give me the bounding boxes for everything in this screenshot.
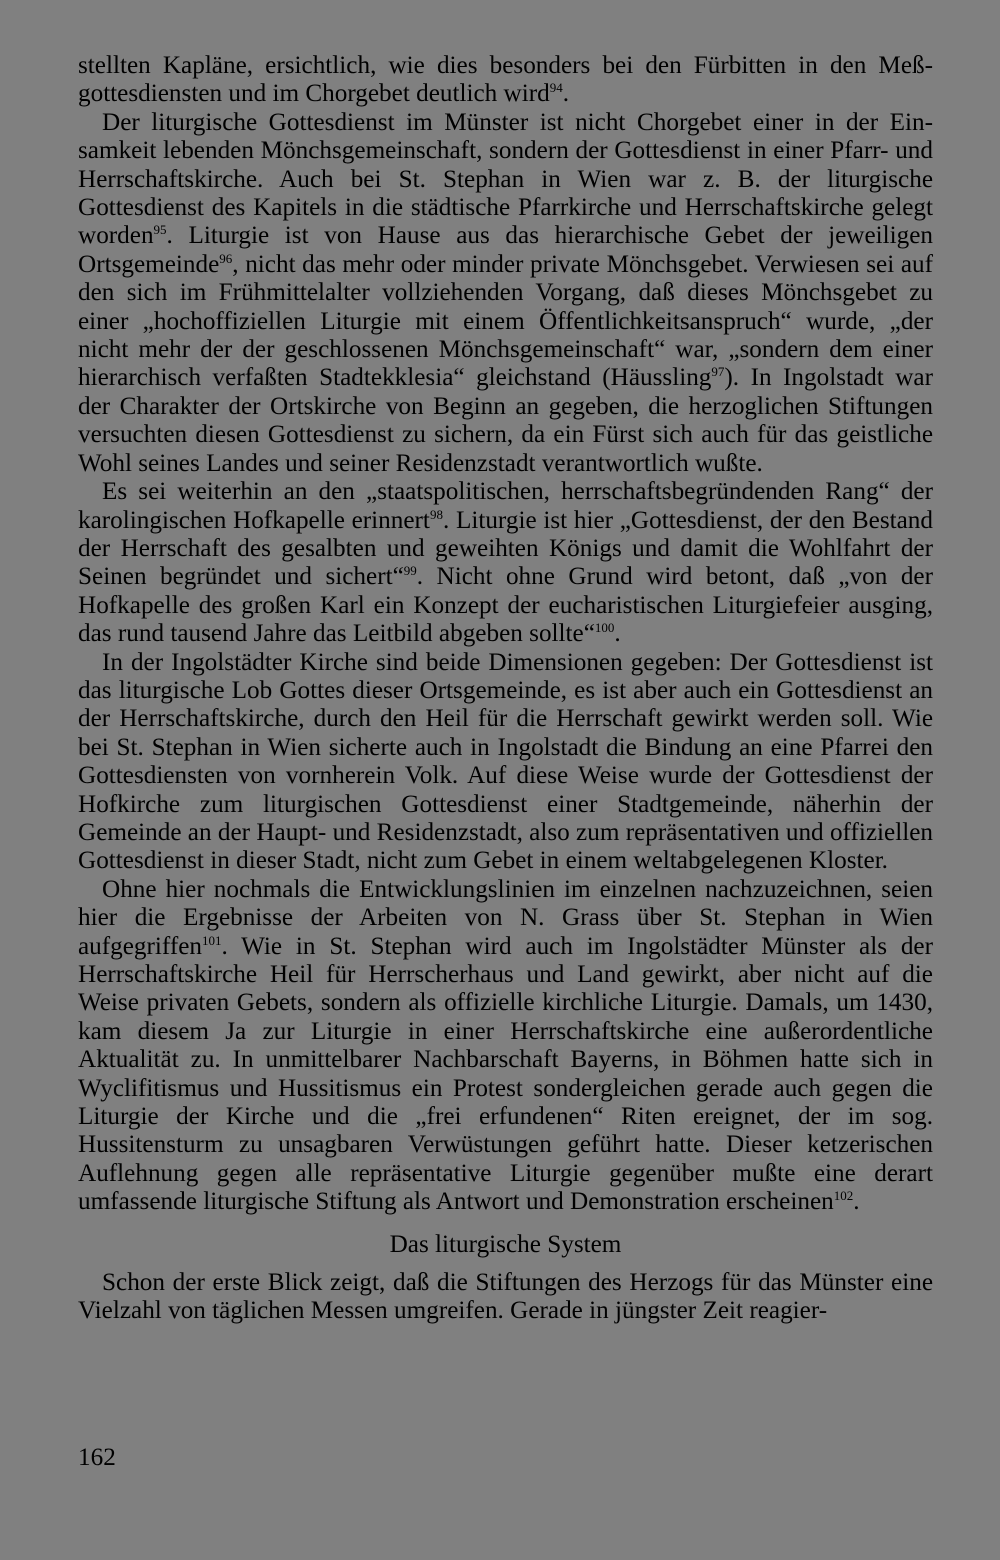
footnote-reference: 94 [549,80,563,96]
text-run: Der liturgische Gottesdienst im Münster ist nicht Chorgebet einer in der Einsamkeit lebenden Mönchsgemeinschaft, sondern der Gottesdienst in einer Pfarr- und Herrschaftskirche. Auch bei St. Stephan in Wien war z. B. der liturgische Gottesdienst des Kapitels in die städtische Pfarrkirche und Herrschaftskirche gelegt worden [78,108,933,250]
text-run: Ohne hier nochmals die Entwicklungslinien im einzelnen nachzuzeichnen, seien hier die Ergebnisse der Arbeiten von N. Grass über St. Stephan in Wien aufgegriffen [78,875,933,960]
text-run: . [614,620,621,648]
document-page [78,52,933,1326]
text-run: ). In Ingolstadt war der Charakter der Ortskirche von Beginn an gegeben, die herzoglichen Stiftungen versuchten diesen Gottesdienst zu sichern, da ein Fürst sich auch für das geistliche Wohl seines Landes und seiner Residenzstadt verantwortlich wußte. [78,364,933,477]
body-text [78,52,933,1217]
footnote-reference: 96 [219,250,233,266]
paragraph [78,649,933,876]
paragraph [78,1269,933,1326]
text-run: . Liturgie ist hier „Gottesdienst, der den Bestand der Herrschaft des gesalbten und geweihten Königs und damit die Wohlfahrt der Seinen begründet und sichert“ [78,506,933,591]
paragraph [78,52,933,109]
section-heading: Das liturgische System [389,1230,622,1258]
text-run: In der Ingolstädter Kirche sind beide Dimensionen gegeben: Der Gottesdienst ist das liturgische Lob Gottes dieser Ortsgemeinde, es ist aber auch ein Gottesdienst an der Herrschaftskirche, durch den Heil für die Herrschaft gewirkt werden soll. Wie bei St. Stephan in Wien sicherte auch in Ingolstadt die Bindung an eine Pfarrei den Gottesdiensten von vornherein Volk. Auf diese Weise wurde der Gottesdienst der Hofkirche zum liturgischen Gottesdienst einer Stadtgemeinde, näherhin der Gemeinde an der Haupt- und Residenzstadt, also zum repräsentativen und offiziellen Gottesdienst in dieser Stadt, nicht zum Gebet in einem weltabgelegenen Kloster. [78,648,933,875]
text-run: Es sei weiterhin an den „staatspolitischen, herrschaftsbegründenden Rang“ der karolingischen Hofkapelle erinnert [78,478,933,534]
text-run: Schon der erste Blick zeigt, daß die Stiftungen des Herzogs für das Münster eine Vielzahl von täglichen Messen umgreifen. Gerade in jüngster Zeit reagier- [78,1269,933,1325]
footnote-reference: 99 [403,563,417,579]
footnote-reference: 100 [594,620,615,636]
body-text-continued [78,1269,933,1326]
text-run: . Nicht ohne Grund wird betont, daß „von der Hofkapelle des großen Karl ein Konzept der eucharistischen Liturgiefeier ausging, das rund tausend Jahre das Leitbild abgeben sollte“ [78,563,933,648]
footnote-reference: 95 [153,222,167,238]
text-run: stellten Kapläne, ersichtlich, wie dies besonders bei den Fürbitten in den Meßgottesdiensten und im Chorgebet deutlich wird [78,52,933,108]
footnote-reference: 97 [711,364,725,380]
paragraph [78,876,933,1217]
page-number: 162 [78,1444,116,1471]
footnote-reference: 101 [202,932,222,948]
text-run: . Wie in St. Stephan wird auch im Ingolstädter Münster als der Herrschaftskirche Heil für Herrscherhaus und Land gewirkt, aber nicht auf die Weise privaten Gebets, sondern als offizielle kirchliche Liturgie. Damals, um 1430, kam diesem Ja zur Liturgie in einer Herrschaftskirche eine außerordentliche Aktualität zu. In unmittelbarer Nachbarschaft Bayerns, in Böhmen hatte sich in Wyclifitismus und Hussitismus ein Protest sondergleichen gerade auch gegen die Liturgie der Kirche und die „frei erfundenen“ Riten ereignet, der im sog. Hussitensturm zu unsagbaren Verwüstungen geführt hatte. Dieser ketzerischen Auflehnung gegen alle repräsentative Liturgie gegenüber mußte eine derart umfassende liturgische Stiftung als Antwort und Demonstration erscheinen [78,932,933,1216]
text-run: . Liturgie ist von Hause aus das hierarchische Gebet der jeweiligen Ortsgemeinde [78,222,933,278]
footnote-reference: 102 [833,1188,854,1204]
footnote-reference: 98 [429,506,443,522]
text-run: . [562,80,570,108]
paragraph [78,109,933,478]
paragraph [78,478,933,648]
text-run: , nicht das mehr oder minder private Mönchsgebet. Verwiesen sei auf den sich im Frühmittelalter vollziehenden Vorgang, daß dieses Mönchsgebet zu einer „hochoffiziellen Liturgie mit einem Öffentlichkeitsanspruch“ wurde, „der nicht mehr der der geschlossenen Mönchsgemeinschaft“ war, „sondern dem einer hierarchisch verfaßten Stadtekklesia“ gleichstand (Häussling [78,250,933,392]
text-run: . [853,1188,860,1216]
